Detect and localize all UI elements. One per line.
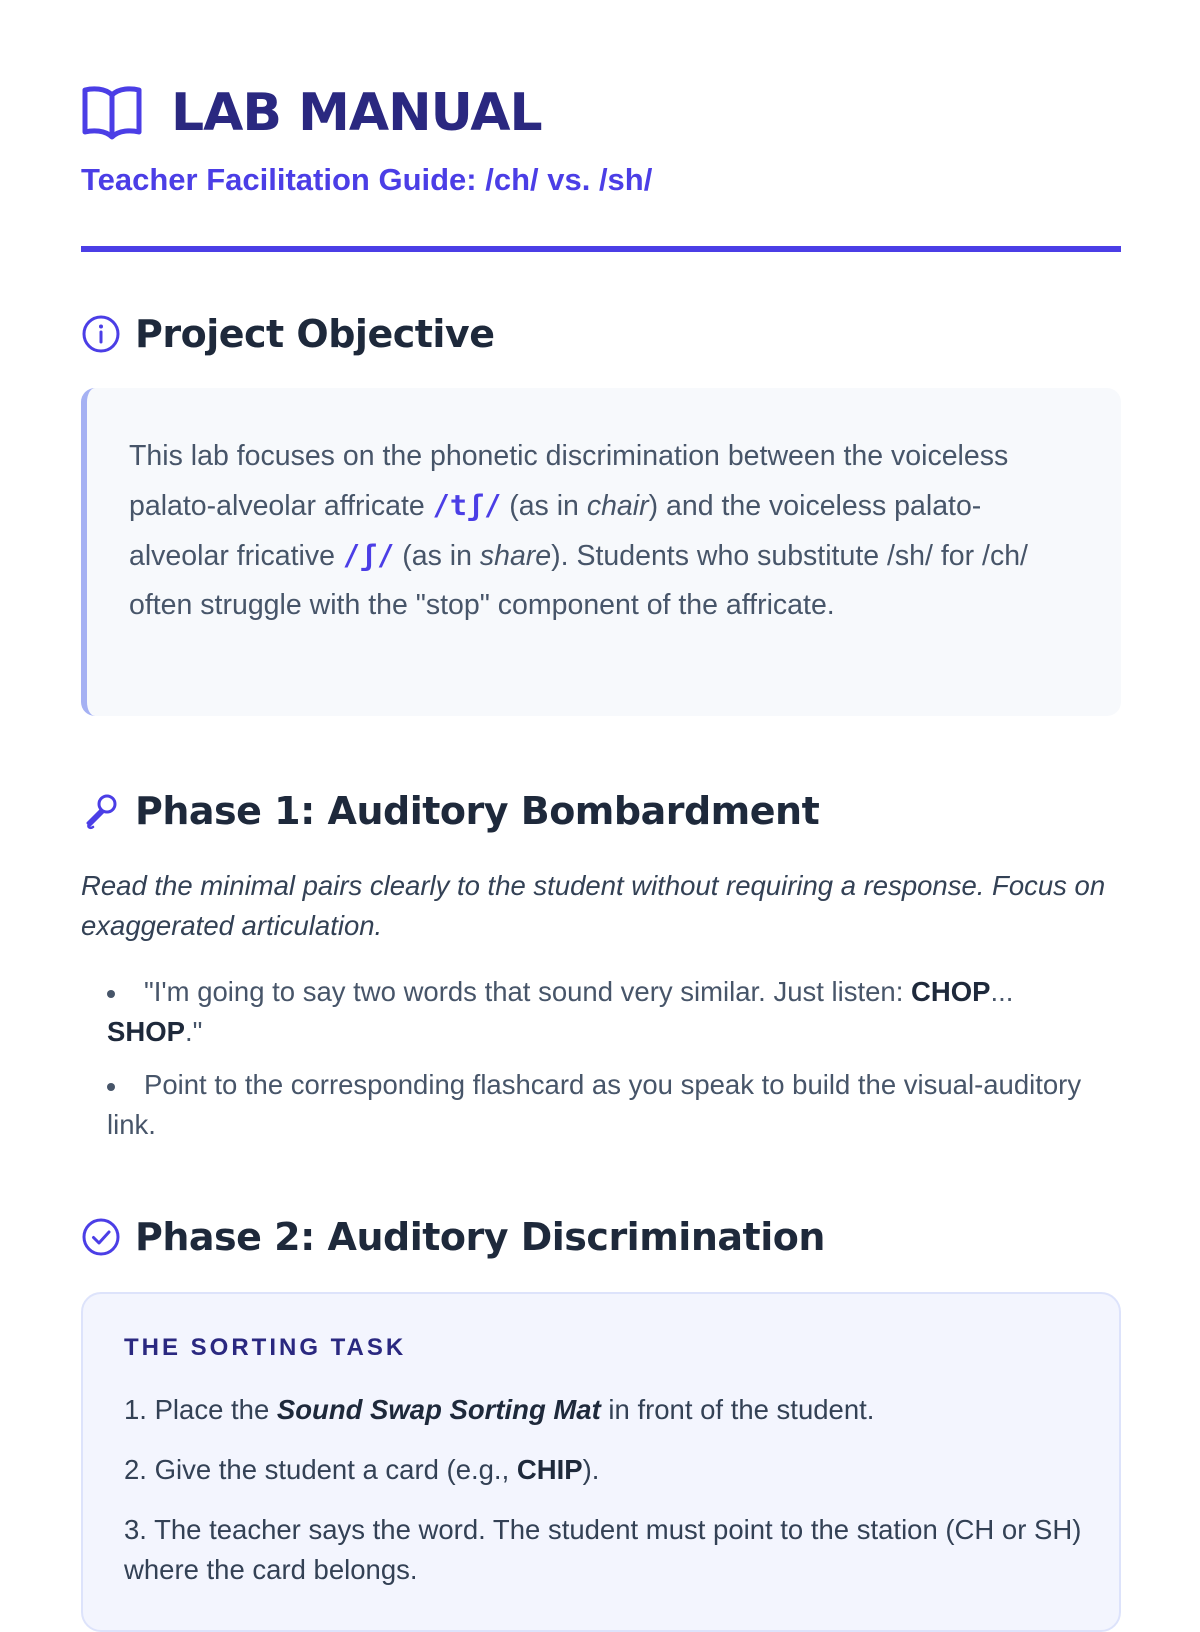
objective-callout xyxy=(81,388,1121,716)
sorting-mat-name: Sound Swap Sorting Mat xyxy=(276,1394,601,1425)
objective-text: (as in xyxy=(394,540,480,572)
page-subtitle: Teacher Facilitation Guide: /ch/ vs. /sh/ xyxy=(81,162,653,197)
step-text: ). xyxy=(582,1454,600,1485)
book-open-icon xyxy=(81,85,143,141)
header-divider xyxy=(81,246,1121,252)
section-heading-phase-1 xyxy=(81,786,819,836)
microphone-icon xyxy=(81,791,121,831)
phase-1-heading: Phase 1: Auditory Bombardment xyxy=(135,789,820,833)
example-word: chair xyxy=(586,490,649,522)
objective-text: ). Students who substitute /sh/ for /ch/ often struggle with the "stop" component of the affricate. xyxy=(129,540,1028,621)
list-item xyxy=(107,1065,1107,1145)
phase-1-bullets xyxy=(107,972,1107,1158)
objective-text: (as in xyxy=(501,490,587,522)
page-header xyxy=(81,80,1120,200)
info-circle-icon xyxy=(81,314,121,354)
ipa-fricative: /ʃ/ xyxy=(342,539,395,572)
step-text: 1. Place the xyxy=(124,1394,277,1425)
word-chop: CHOP xyxy=(911,976,991,1007)
title-row xyxy=(81,80,1120,146)
task-title: THE SORTING TASK xyxy=(124,1334,407,1361)
list-item xyxy=(124,1390,1084,1430)
example-word: share xyxy=(479,540,552,572)
sorting-task-card xyxy=(81,1292,1121,1632)
phase-2-heading: Phase 2: Auditory Discrimination xyxy=(135,1215,825,1259)
section-heading-objective xyxy=(81,309,494,359)
bullet-text: "I'm going to say two words that sound very similar. Just listen: xyxy=(144,976,911,1007)
check-circle-icon xyxy=(81,1217,121,1257)
bullet-text: ." xyxy=(184,1016,203,1047)
objective-text: ) and the voiceless palato-alveolar fricative xyxy=(129,490,982,572)
step-text: in front of the student. xyxy=(600,1394,875,1425)
step-text: 3. The teacher says the word. The student must point to the station (CH or SH) where the card belongs. xyxy=(124,1514,1082,1585)
bullet-text: Point to the corresponding flashcard as you speak to build the visual-auditory link. xyxy=(107,1069,1082,1140)
ipa-affricate: /tʃ/ xyxy=(432,489,502,522)
objective-heading: Project Objective xyxy=(135,312,495,356)
list-item xyxy=(124,1510,1084,1590)
objective-text: This lab focuses on the phonetic discrimination between the voiceless palato-alveolar affricate xyxy=(129,440,1009,522)
word-shop: SHOP xyxy=(107,1016,185,1047)
section-heading-phase-2 xyxy=(81,1212,825,1262)
bullet-text: ... xyxy=(990,976,1014,1007)
list-item xyxy=(107,972,1107,1052)
word-chip: CHIP xyxy=(516,1454,583,1485)
phase-1-instruction: Read the minimal pairs clearly to the student without requiring a response. Focus on exaggerated articulation. xyxy=(81,870,1106,941)
task-steps xyxy=(124,1390,1084,1610)
list-item xyxy=(124,1450,1084,1490)
page-title: LAB MANUAL xyxy=(171,83,542,143)
step-text: 2. Give the student a card (e.g., xyxy=(124,1454,517,1485)
